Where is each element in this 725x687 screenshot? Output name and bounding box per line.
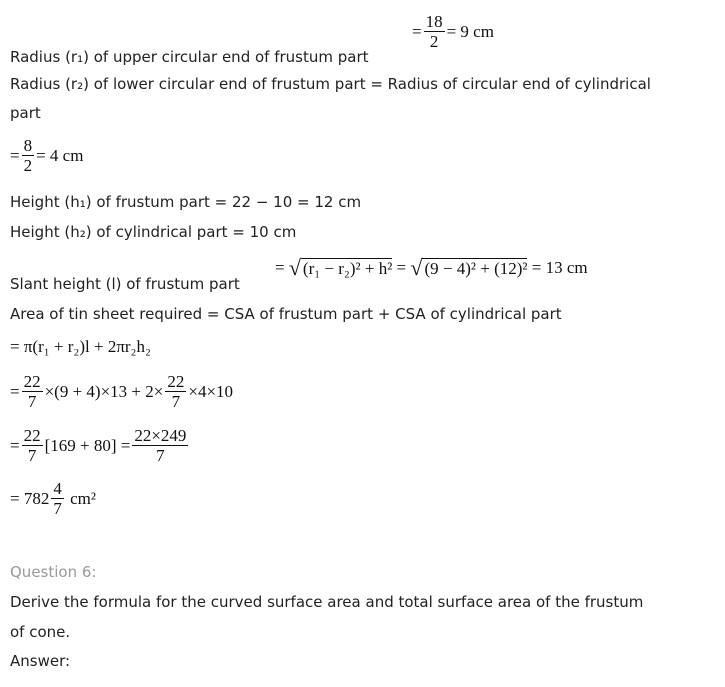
question-title: Question 6: <box>10 563 97 581</box>
fraction-denominator: 2 <box>23 156 33 175</box>
fraction-denominator: 7 <box>171 392 181 411</box>
slant-label: Slant height (l) of frustum part <box>10 275 240 293</box>
fraction-numerator: 18 <box>425 12 443 31</box>
step-1: = π(r₁ + r₂)l + 2πr₂h₂ <box>10 337 151 356</box>
fraction-denominator: 7 <box>156 446 165 465</box>
r2-value: = $\frac{8}{2}$ = 4 cm <box>10 136 84 175</box>
step-2-part: ×(9 + 4)×13 + 2× <box>44 381 164 401</box>
fraction-denominator: 7 <box>27 392 37 411</box>
r2-result: = 4 cm <box>36 145 84 165</box>
answer-label: Answer: <box>10 652 71 670</box>
question-text: Derive the formula for the curved surface area and total surface area of the frustum <box>10 593 644 611</box>
r1-value: = $\frac{18}{2}$ = 9 cm <box>412 12 494 51</box>
fraction-numerator: 8 <box>23 136 33 155</box>
step-3-part: [169 + 80] = <box>44 435 131 455</box>
slant-formula: = √ (r₁ − r₂)² + h² = √ (9 − 4)² + (12)² = 13 cm <box>275 255 588 280</box>
fraction-numerator: 22 <box>23 426 41 445</box>
slant-result: = 13 cm <box>531 258 588 277</box>
slant-values-expr: (9 − 4)² + (12)² <box>424 258 528 278</box>
step-2: = $\frac{22}{7}$ ×(9 + 4)×13 + 2× $\frac{22}{7}$ ×4×10 <box>10 372 234 411</box>
step-3: = $\frac{22}{7}$ [169 + 80] = $\frac{22\times 249}{7}$ <box>10 426 187 465</box>
r1-label: Radius (r₁) of upper circular end of frustum part <box>10 48 369 66</box>
fraction-numerator: 22 <box>167 372 185 391</box>
slant-formula-expr: (r₁ − r₂)² + h² <box>302 258 393 278</box>
step-4 <box>10 479 96 518</box>
r1-result: = 9 cm <box>446 21 494 41</box>
question-text-cont: of cone. <box>10 623 71 641</box>
fraction-denominator: 7 <box>27 446 37 465</box>
step-4-whole: = 782 <box>10 488 50 508</box>
fraction-numerator: 22 <box>23 372 41 391</box>
h1-line: Height (h₁) of frustum part = 22 − 10 = 12 cm <box>10 193 362 211</box>
fraction-denominator: 2 <box>429 32 439 51</box>
h2-line: Height (h₂) of cylindrical part = 10 cm <box>10 223 297 241</box>
r2-label: Radius (r₂) of lower circular end of frustum part = Radius of circular end of cylindrical <box>10 75 651 93</box>
fraction-numerator: 4 <box>53 479 62 498</box>
step-2-part: ×4×10 <box>188 381 234 401</box>
fraction-denominator: 7 <box>53 499 62 518</box>
fraction-numerator: 22×249 <box>134 426 187 445</box>
r2-cont: part <box>10 104 41 122</box>
step-4-unit: cm² <box>70 488 96 508</box>
area-label: Area of tin sheet required = CSA of frustum part + CSA of cylindrical part <box>10 305 562 323</box>
